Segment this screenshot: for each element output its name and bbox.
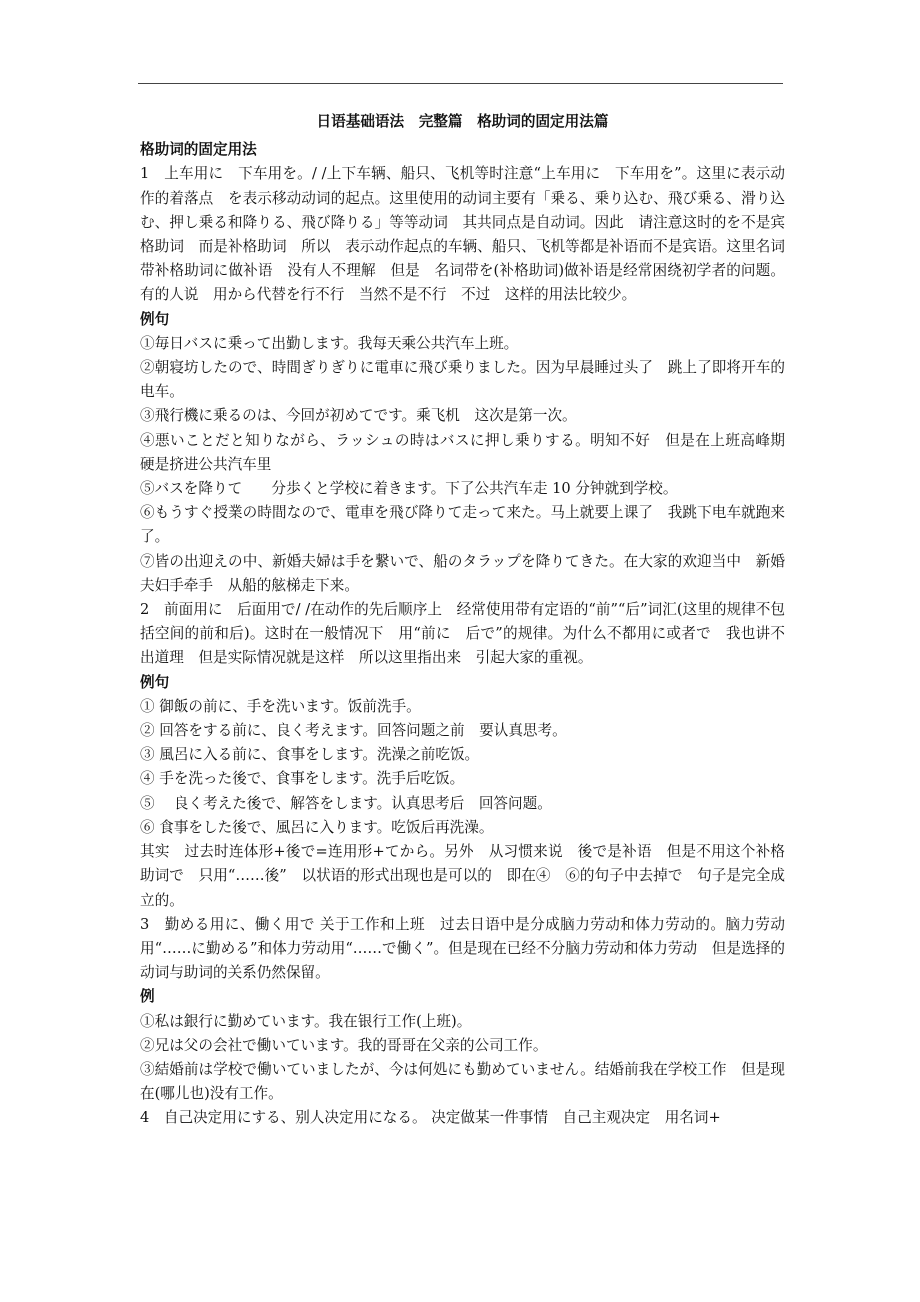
page-title: 日语基础语法 完整篇 格助词的固定用法篇 [316, 113, 609, 130]
example-1-4: ④悪いことだと知りながら、ラッシュの時はバスに押し乗りする。明知不好 但是在上班高峰期 硬是挤进公共汽车里 [140, 431, 800, 473]
examples-heading-3: 例 [140, 988, 155, 1006]
example-1-6: ⑥もうすぐ授業の時間なので、電車を飛び降りて走って来た。马上就要上课了 我跳下电车就跑来了。 [140, 504, 785, 546]
rule-1-paragraph: 1 上车用に 下车用を。/ /上下车辆、船只、飞机等时注意“上车用に 下车用を”。这里に表示动作的着落点 を表示移动动词的起点。这里使用的动词主要有「乗る、乗り込む、飛び乗る、滑り込む、押し乗る和降りる、飛び降りる」等等动词 其共同点是自动词。因此 请注意这时的を不是宾格助词 而是补格助词 所以 表示动作起点的车辆、船只、飞机等都是补语而不是宾语。这里名词带补格助词に做补语 没有人不理解 但是 名词带を(补格助词)做补语是经常困绕初学者的问题。有的人说 用から代替を行不行 当然不是不行 不过 这样的用法比较少。 [140, 165, 785, 304]
example-3-2: ②兄は父の会社で働いています。我的哥哥在父亲的公司工作。 [140, 1036, 548, 1054]
example-1-7: ⑦皆の出迎えの中、新婚夫婦は手を繋いで、船のタラップを降りてきた。在大家的欢迎当中 新婚夫妇手牵手 从船的舷梯走下来。 [140, 552, 785, 594]
rule-4-paragraph: 4 自己决定用にする、别人决定用になる。 决定做某一件事情 自己主观决定 用名词+ [140, 1109, 721, 1127]
section-heading: 格助词的固定用法 [140, 141, 257, 159]
examples-heading-2: 例句 [140, 673, 170, 691]
example-1-3: ③飛行機に乗るのは、今回が初めてです。乘飞机 这次是第一次。 [140, 407, 577, 425]
document-body [140, 110, 800, 1131]
example-3-1: ①私は銀行に勤めています。我在银行工作(上班)。 [140, 1012, 472, 1030]
example-1-2: ②朝寝坊したので、時間ぎりぎりに電車に飛び乗りました。因为早晨睡过头了 跳上了即将开车的电车。 [140, 359, 785, 401]
example-2-1: ① 御飯の前に、手を洗います。饭前洗手。 [140, 697, 421, 715]
header-rule [138, 83, 783, 84]
example-2-6: ⑥ 食事をした後で、風呂に入ります。吃饭后再洗澡。 [140, 818, 494, 836]
examples-heading-1: 例句 [140, 310, 170, 328]
rule-3-paragraph: 3 勤める用に、働く用で 关于工作和上班 过去日语中是分成脑力劳动和体力劳动的。脑力劳动用“……に勤める”和体力劳动用“……で働く”。但是现在已经不分脑力劳动和体力劳动 但是选择的动词与助词的关系仍然保留。 [140, 915, 785, 982]
example-2-2: ② 回答をする前に、良く考えます。回答问题之前 要认真思考。 [140, 722, 567, 740]
rule-2-paragraph: 2 前面用に 后面用で/ /在动作的先后顺序上 经常使用带有定语的“前”“后”词汇(这里的规律不包括空间的前和后)。这时在一般情况下 用“前に 后で”的规律。为什么不都用に或者で 我也讲不出道理 但是实际情况就是这样 所以这里指出来 引起大家的重视。 [140, 601, 785, 667]
example-1-5: ⑤バスを降りて 分歩くと学校に着きます。下了公共汽车走 10 分钟就到学校。 [140, 480, 678, 498]
example-1-1: ①毎日バスに乗って出勤します。我每天乘公共汽车上班。 [140, 334, 519, 352]
example-2-3: ③ 風呂に入る前に、食事をします。洗澡之前吃饭。 [140, 746, 480, 764]
example-2-5: ⑤ 良く考えた後で、解答をします。认真思考后 回答问题。 [140, 794, 552, 812]
example-3-3: ③結婚前は学校で働いていましたが、今は何処にも勤めていません。结婚前我在学校工作 但是现在(哪儿也)没有工作。 [140, 1060, 785, 1103]
rule-2-note: 其实 过去时连体形+後で=连用形+てから。另外 从习惯来说 後で是补语 但是不用这个补格助词で 只用“……後” 以状语的形式出现也是可以的 即在④ ⑥的句子中去掉で 句子是完全成立的。 [140, 843, 785, 909]
example-2-4: ④ 手を洗った後で、食事をします。洗手后吃饭。 [140, 770, 465, 788]
